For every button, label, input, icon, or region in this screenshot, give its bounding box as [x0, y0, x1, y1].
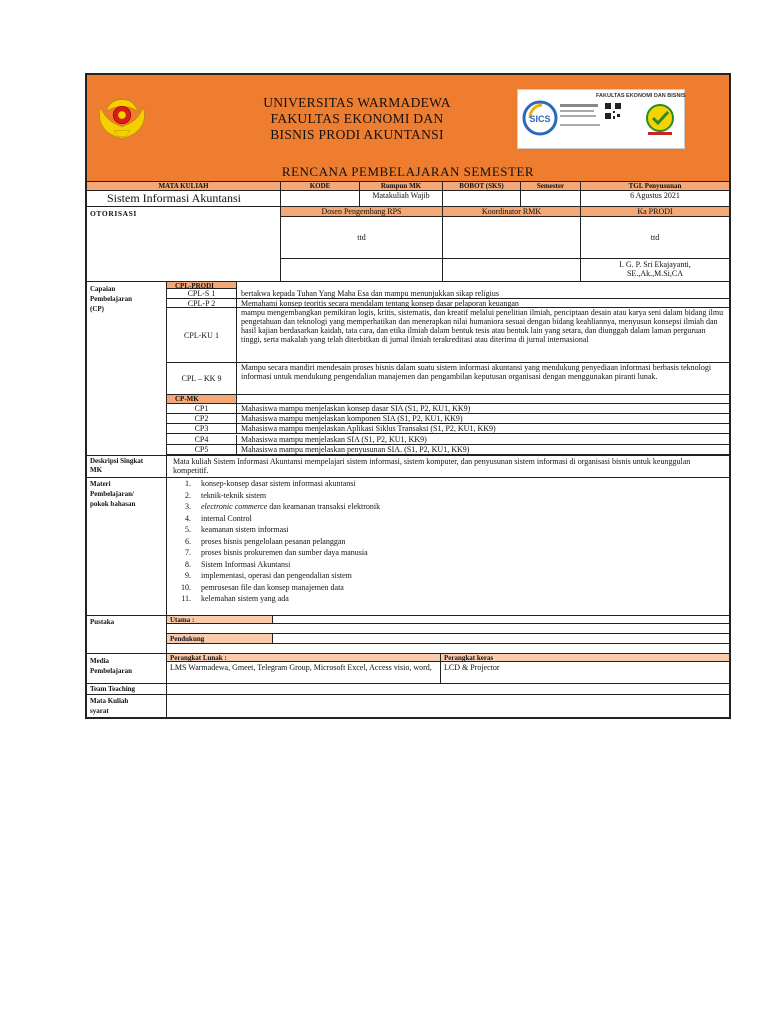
materi-item: [173, 548, 729, 560]
cpl-prodi-header: CPL-PRODI: [167, 281, 237, 289]
materi-item: [173, 560, 729, 572]
cpl-text: mampu mengembangkan pemikiran logis, kritis, sistematis, dan kreatif melalui penelitian ilmiah, penciptaan desain atau karya seni dalam bidang ilmu pengetahuan dan teknologi yang memperhatikan dan menerapkan nilai humaniora sesuai dengan bidang keahliannya, menyusun konsepsi ilmiah dan hasil kajian berdasarkan kaidah, tata cara, dan etika ilmiah dalam bentuk tesis atau bentuk lain yang setara, dan diunggah dalam laman perguruan tinggi, serta makalah yang telah diterbitkan di jurnal ilmiah terakreditasi atau diterima di jurnal internasional: [237, 308, 729, 363]
materi-item-text: implementasi, operasi dan pengendalian sistem: [201, 571, 352, 580]
materi-item-text: proses bisnis prokuremen dan sumber daya manusia: [201, 548, 368, 557]
materi-item-number: 3.: [185, 502, 191, 511]
materi-label-line1: Materi: [90, 480, 111, 488]
ka-prodi-signature: ttd: [581, 217, 729, 259]
pustaka-label: Pustaka: [87, 615, 167, 653]
cpl-text: Memahami konsep teoritis secara mendalam tentang konsep dasar pelaporan keuangan: [237, 299, 729, 308]
materi-item-number: 6.: [185, 536, 191, 546]
media-label-line1: Media: [90, 657, 110, 665]
kode-header: KODE: [281, 182, 360, 191]
cpl-code: CPL-P 2: [167, 299, 237, 308]
qr-code-icon: [604, 102, 622, 120]
materi-item-number: 10.: [181, 582, 191, 592]
prasyarat-label: [87, 694, 167, 717]
sics-badge-icon: [522, 100, 558, 136]
rumpun-header: Rumpun MK: [360, 182, 443, 191]
koordinator-name: [443, 259, 581, 281]
bsn-badge-icon: [642, 102, 678, 138]
rps-document: [85, 73, 731, 719]
cpmk-text: Mahasiswa mampu menjelaskan konsep dasar SIA (S1, P2, KU1, KK9): [237, 404, 729, 414]
team-teaching-value: [167, 683, 729, 694]
perangkat-lunak-value: LMS Warmadewa, Gmeet, Telegram Group, Microsoft Excel, Access visio, word,: [167, 662, 441, 683]
materi-label-line3: pokok bahasan: [90, 500, 136, 508]
cp-label-line2: Pembelajaran: [90, 295, 132, 303]
koordinator-signature: [443, 217, 581, 259]
cpl-code: CPL – KK 9: [167, 363, 237, 395]
materi-item-number: 9.: [185, 571, 191, 580]
materi-item: [173, 594, 729, 606]
materi-item: [173, 502, 729, 514]
ka-prodi-header: Ka PRODI: [581, 207, 729, 217]
materi-list: [167, 477, 729, 615]
pustaka-utama-label: Utama :: [167, 615, 273, 624]
prasyarat-label-line2: syarat: [90, 707, 109, 715]
pustaka-utama-content: [167, 624, 729, 634]
university-name: UNIVERSITAS WARMADEWA: [263, 95, 451, 110]
deskripsi-label: [87, 455, 167, 477]
materi-item-text: konsep-konsep dasar sistem informasi akuntansi: [201, 479, 356, 488]
rumpun-value: Matakuliah Wajib: [360, 191, 443, 207]
materi-item: [173, 525, 729, 537]
mata-kuliah-header: MATA KULIAH: [87, 182, 281, 191]
team-teaching-label: Team Teaching: [87, 683, 167, 694]
pustaka-pendukung-label: Pendukung: [167, 634, 273, 644]
semester-value: [521, 191, 581, 207]
materi-item-number: 5.: [185, 525, 191, 534]
cpmk-code: CP4: [167, 435, 237, 445]
kode-value: [281, 191, 360, 207]
cpl-code: CPL-S 1: [167, 289, 237, 299]
deskripsi-label-line1: Deskripsi Singkat: [90, 457, 144, 465]
cpl-text: Mampu secara mandiri mendesain proses bisnis dalam suatu sistem informasi akuntansi yang mendukung penyediaan informasi berbasis teknologi informasi untuk mendukung pengendalian manajemen dan pengambilan keputusan organisasi dengan menggunakan piranti lunak.: [237, 363, 729, 395]
rps-title: RENCANA PEMBELAJARAN SEMESTER: [87, 162, 729, 182]
materi-item: [173, 571, 729, 583]
ka-prodi-person: I. G. P. Sri Ekajayanti,: [619, 260, 691, 269]
bobot-value: [443, 191, 521, 207]
perangkat-keras-header: Perangkat keras: [441, 653, 729, 662]
materi-item-text: teknik-teknik sistem: [201, 490, 267, 500]
tgl-header: TGL Penyusunan: [581, 182, 729, 191]
prasyarat-value: [167, 694, 729, 717]
document-header: [87, 75, 729, 163]
materi-item-text: dan keamanan transaksi elektronik: [267, 502, 381, 511]
materi-item-text: keamanan sistem informasi: [201, 525, 289, 534]
institution-title: [227, 95, 487, 143]
cpmk-code: CP1: [167, 404, 237, 414]
bobot-header: BOBOT (SKS): [443, 182, 521, 191]
cpmk-text: Mahasiswa mampu menjelaskan Aplikasi Siklus Transaksi (S1, P2, KU1, KK9): [237, 424, 729, 434]
materi-item: [173, 514, 729, 526]
materi-item-number: 1.: [185, 479, 191, 488]
materi-item: [173, 479, 729, 491]
media-label: [87, 653, 167, 683]
cpmk-text: Mahasiswa mampu menjelaskan SIA (S1, P2, KU1, KK9): [237, 435, 729, 445]
deskripsi-label-line2: MK: [90, 466, 103, 474]
otorisasi-label: OTORISASI: [87, 207, 281, 281]
materi-item-text: pemrosesan file dan konsep manajemen data: [201, 582, 344, 592]
materi-item-number: 11.: [181, 594, 191, 603]
cpmk-header: CP-MK: [167, 395, 237, 404]
materi-item-number: 4.: [185, 513, 191, 523]
dosen-header: Dosen Pengembang RPS: [281, 207, 443, 217]
semester-header: Semester: [521, 182, 581, 191]
cert-faculty-title: FAKULTAS EKONOMI DAN BISNIS: [596, 93, 686, 99]
course-name: Sistem Informasi Akuntansi: [87, 191, 281, 207]
materi-item: [173, 537, 729, 549]
cpmk-text: Mahasiswa mampu menjelaskan penyusunan SIA. (S1, P2, KU1, KK9): [237, 445, 729, 455]
materi-item: [173, 583, 729, 595]
certification-badges: [517, 89, 685, 149]
media-label-line2: Pembelajaran: [90, 667, 132, 675]
koordinator-header: Koordinator RMK: [443, 207, 581, 217]
perangkat-keras-value: LCD & Projector: [444, 663, 500, 672]
materi-item-number: 8.: [185, 559, 191, 569]
materi-item-text: internal Control: [201, 513, 252, 523]
perangkat-lunak-header: Perangkat Lunak :: [167, 653, 441, 662]
deskripsi-text: Mata kuliah Sistem Informasi Akuntansi mempelajari sistem informasi, sistem komputer, dan penyusunan sistem informasi di organisasi bisnis untuk keunggulan kompetitif.: [167, 455, 729, 477]
pustaka-utama-value: [273, 615, 729, 624]
cpl-code: CPL-KU 1: [167, 308, 237, 363]
cpmk-code: CP2: [167, 414, 237, 424]
cpl-header-spacer: [237, 281, 729, 289]
materi-item-number: 7.: [185, 548, 191, 557]
materi-label-line2: Pembelajaran/: [90, 490, 134, 498]
cpmk-code: CP3: [167, 424, 237, 434]
tgl-value: 6 Agustus 2021: [581, 191, 729, 207]
cpmk-header-spacer: [237, 395, 729, 404]
materi-label: [87, 477, 167, 615]
materi-item-number: 2.: [185, 490, 191, 500]
university-logo-icon: [93, 88, 151, 146]
cp-label-line3: (CP): [90, 305, 104, 313]
materi-item: [173, 491, 729, 503]
dosen-name: [281, 259, 443, 281]
cpmk-code: CP5: [167, 445, 237, 455]
faculty-name: FAKULTAS EKONOMI DAN: [270, 111, 444, 126]
materi-item-text: kelemahan sistem yang ada: [201, 594, 289, 603]
svg-text:SICS: SICS: [529, 114, 551, 124]
cpmk-text: Mahasiswa mampu menjelaskan komponen SIA (S1, P2, KU1, KK9): [237, 414, 729, 424]
cp-label-line1: Capaian: [90, 285, 116, 293]
ka-prodi-degree: SE.,Ak.,M.Si,CA: [626, 269, 683, 278]
ka-prodi-name: [581, 259, 729, 281]
program-name: BISNIS PRODI AKUNTANSI: [270, 127, 444, 142]
prasyarat-label-line1: Mata Kuliah: [90, 697, 129, 705]
cpl-text: bertakwa kepada Tuhan Yang Maha Esa dan mampu menunjukkan sikap religius: [237, 289, 729, 299]
materi-item-text: proses bisnis pengelolaan pesanan pelanggan: [201, 536, 346, 546]
cp-label: [87, 281, 167, 455]
dosen-signature: ttd: [281, 217, 443, 259]
materi-item-italic: electronic commerce: [201, 502, 268, 511]
materi-item-text: Sistem Informasi Akuntansi: [201, 559, 291, 569]
pustaka-pendukung-value: [273, 634, 729, 644]
